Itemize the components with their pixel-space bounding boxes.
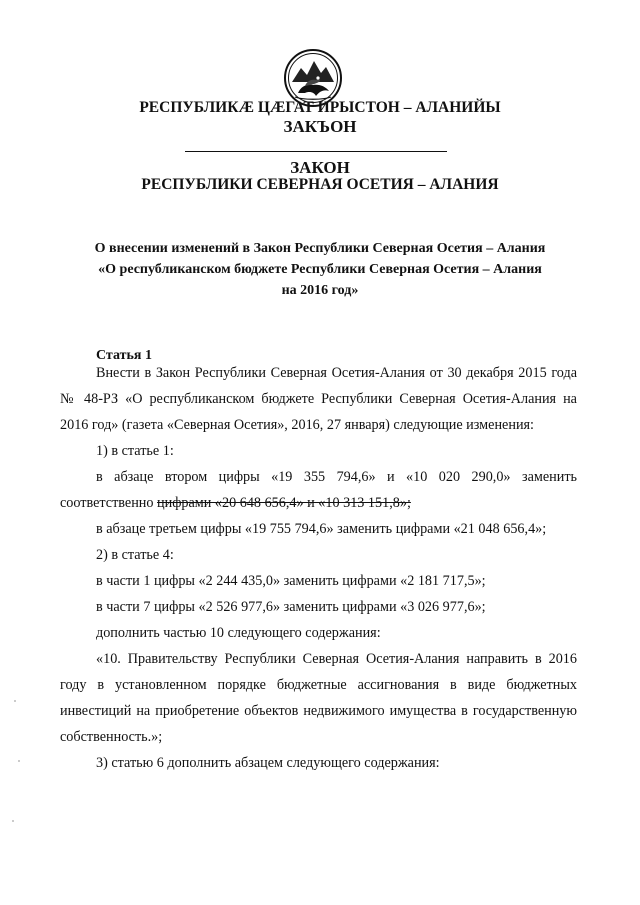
republic-title-russian: РЕСПУБЛИКИ СЕВЕРНАЯ ОСЕТИЯ – АЛАНИЯ	[141, 176, 499, 193]
subject-line: «О республиканском бюджете Республики Северная Осетия – Алания	[98, 262, 542, 277]
scan-speck	[12, 820, 14, 822]
list-item: 2) в статье 4:	[96, 547, 174, 563]
struck-text: цифрами «20 648 656,4» и «10 313 151,8»;	[157, 495, 411, 511]
law-title-osetian: ЗАКЪОН	[283, 117, 357, 136]
subject-line: на 2016 год»	[281, 283, 359, 298]
republic-title-osetian: РЕСПУБЛИКӔ ЦӔГАТ ИРЫСТОН – АЛАНИЙЫ	[139, 99, 501, 116]
list-item: в части 7 цифры «2 526 977,6» заменить цифрами «3 026 977,6»;	[96, 599, 486, 615]
article-title: Статья 1	[96, 348, 152, 363]
list-item: 3) статью 6 дополнить абзацем следующего содержания:	[96, 755, 440, 771]
list-item: 1) в статье 1:	[96, 443, 174, 459]
law-subject	[50, 238, 590, 301]
list-item: дополнить частью 10 следующего содержания:	[96, 625, 381, 641]
scan-speck	[14, 700, 16, 702]
article-intro: Внести в Закон Республики Северная Осетия-Алания от 30 декабря 2015 года № 48-РЗ «О республиканском бюджете Республики Северная Осетия-Алания на 2016 год» (газета «Северная Осетия», 2016, 27 января) следующие изменения:	[60, 365, 577, 433]
subject-line: О внесении изменений в Закон Республики Северная Осетия – Алания	[94, 241, 546, 256]
divider-line	[185, 151, 447, 152]
amendment-text: в абзаце втором цифры «19 355 794,6» и «10 020 290,0» заменить соответственно	[60, 469, 577, 511]
law-title-russian: ЗАКОН	[290, 158, 350, 177]
quoted-provision: «10. Правительству Республики Северная Осетия-Алания направить в 2016 году в установленном порядке бюджетные ассигнования в виде бюджетных инвестиций на приобретение объектов недвижимого имущества в государственную собственность.»;	[60, 651, 577, 745]
list-item	[60, 464, 577, 516]
article-body	[60, 360, 577, 776]
list-item: в части 1 цифры «2 244 435,0» заменить цифрами «2 181 717,5»;	[96, 573, 486, 589]
list-item: в абзаце третьем цифры «19 755 794,6» заменить цифрами «21 048 656,4»;	[96, 521, 547, 537]
scan-speck	[18, 760, 20, 762]
